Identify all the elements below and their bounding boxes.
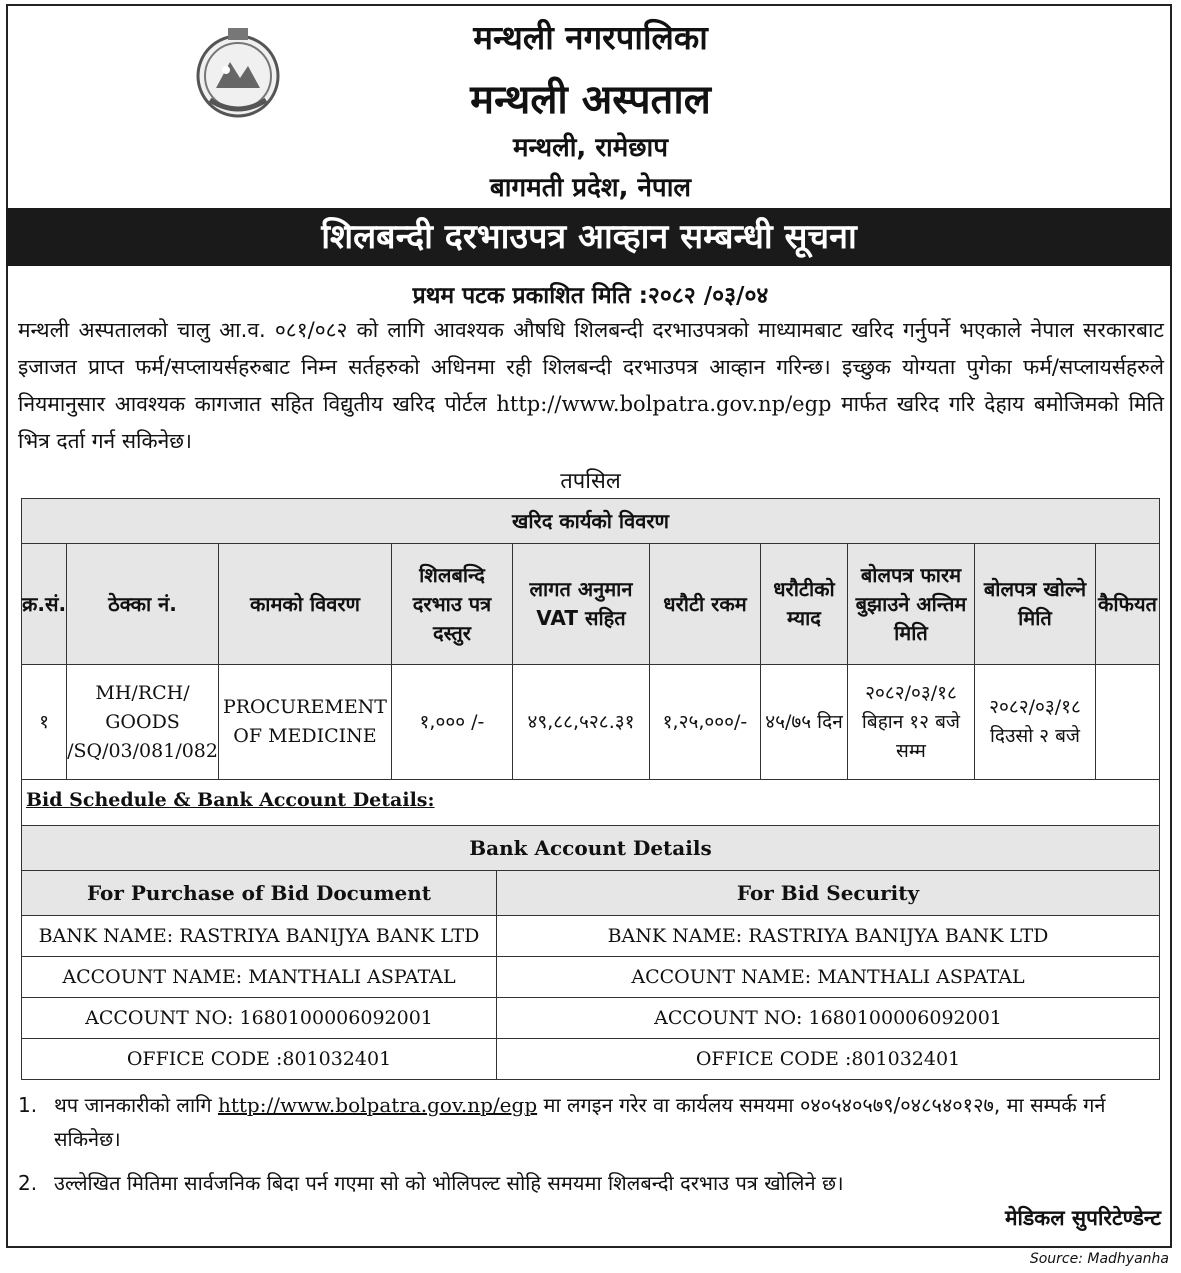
municipality-name: मन्थली नगरपालिका bbox=[473, 18, 708, 57]
header-fee: शिलबन्दि दरभाउ पत्र दस्तुर bbox=[391, 544, 512, 665]
table-row bbox=[22, 916, 1160, 957]
header-estimate: लागत अनुमान VAT सहित bbox=[512, 544, 649, 665]
cell-fee: १,००० /- bbox=[391, 665, 512, 780]
schedule-label: तपसिल bbox=[560, 469, 621, 494]
note-1-after: मा लगइन गरेर वा कार्यलय समयमा ०४०५४०५७९/०४८५४०१२७, मा सम्पर्क गर्न सकिनेछ। bbox=[54, 1093, 1106, 1151]
list-item bbox=[18, 1088, 1164, 1156]
hospital-name: मन्थली अस्पताल bbox=[470, 77, 711, 123]
intro-paragraph bbox=[18, 312, 1164, 460]
intro-text-1: मन्थली अस्पतालको चालु आ.व. ०८१/०८२ को लागि आवश्यक औषधि शिलबन्दी दरभाउपत्रको माध्यामबाट खरिद गर्नुपर्ने भएकाले नेपाल सरकारबाट इजाजत प्राप्त फर्म/सप्लायर्सहरुबाट निम्न सर्तहरुको अधिनमा रही शिलबन्दी दरभाउपत्र आव्हान गरिन्छ। इच्छुक योग्यता पुगेका फर्म/सप्लायर्सहरुले नियमानुसार आवश्यक कागजात सहित विद्युतीय खरिद पोर्टल bbox=[18, 318, 1164, 416]
procurement-table-title: खरिद कार्यको विवरण bbox=[22, 499, 1160, 544]
table-row bbox=[22, 998, 1160, 1039]
account-no-right: ACCOUNT NO: 1680100006092001 bbox=[497, 998, 1160, 1039]
header-sn: क्र.सं. bbox=[22, 544, 67, 665]
cell-deposit-validity: ४५/७५ दिन bbox=[760, 665, 847, 780]
office-code-left: OFFICE CODE :801032401 bbox=[22, 1039, 497, 1080]
note-number: 2. bbox=[18, 1171, 38, 1195]
header-remarks: कैफियत bbox=[1095, 544, 1159, 665]
notes-list bbox=[18, 1088, 1164, 1200]
intro-text-2: मार्फत खरिद गरि देहाय बमोजिमको मिति भित्र दर्ता गर्न सकिनेछ। bbox=[18, 392, 1164, 453]
note-text: उल्लेखित मितिमा सार्वजनिक बिदा पर्न गएमा सो को भोलिपल्ट सोहि समयमा शिलबन्दी दरभाउ पत्र खोलिने छ। bbox=[54, 1171, 844, 1195]
header-contract-no: ठेक्का नं. bbox=[67, 544, 219, 665]
source-credit: Source: Madhyanha bbox=[1029, 1251, 1169, 1267]
bank-table-title: Bank Account Details bbox=[22, 826, 1160, 871]
cell-contract-no: MH/RCH/ GOODS /SQ/03/081/082 bbox=[67, 665, 219, 780]
note-text bbox=[54, 1088, 1164, 1156]
table-row bbox=[22, 665, 1160, 780]
header-description: कामको विवरण bbox=[218, 544, 391, 665]
bank-table bbox=[21, 825, 1160, 1080]
address-line-1: मन्थली, रामेछाप bbox=[512, 133, 669, 163]
notice-title: शिलबन्दी दरभाउपत्र आव्हान सम्बन्धी सूचना bbox=[6, 208, 1172, 266]
note-number: 1. bbox=[18, 1093, 38, 1117]
header-deposit-validity: धरौटीको म्याद bbox=[760, 544, 847, 665]
address-line-2: बागमती प्रदेश, नेपाल bbox=[489, 173, 692, 203]
list-item bbox=[18, 1166, 1164, 1200]
cell-deposit: १,२५,०००/- bbox=[649, 665, 760, 780]
procurement-table bbox=[21, 498, 1160, 780]
cell-estimate: ४९,८८,५२८.३१ bbox=[512, 665, 649, 780]
header-opening-date: बोलपत्र खोल्ने मिति bbox=[974, 544, 1095, 665]
publication-date: प्रथम पटक प्रकाशित मिति :२०८२ /०३/०४ bbox=[412, 283, 769, 309]
signature: मेडिकल सुपरिटेण्डेन्ट bbox=[1004, 1206, 1161, 1230]
note-url-link[interactable]: http://www.bolpatra.gov.np/egp bbox=[217, 1093, 538, 1117]
account-no-left: ACCOUNT NO: 1680100006092001 bbox=[22, 998, 497, 1039]
bank-name-left: BANK NAME: RASTRIYA BANIJYA BANK LTD bbox=[22, 916, 497, 957]
table-row bbox=[22, 1039, 1160, 1080]
cell-opening-date: २०८२/०३/१८ दिउसो २ बजे bbox=[974, 665, 1095, 780]
account-name-left: ACCOUNT NAME: MANTHALI ASPATAL bbox=[22, 957, 497, 998]
header-submission-deadline: बोलपत्र फारम बुझाउने अन्तिम मिति bbox=[847, 544, 974, 665]
bid-schedule-label: Bid Schedule & Bank Account Details: bbox=[26, 789, 435, 811]
cell-remarks bbox=[1095, 665, 1159, 780]
table-row bbox=[22, 957, 1160, 998]
intro-url-link[interactable]: http://www.bolpatra.gov.np/egp bbox=[496, 392, 832, 416]
bid-schedule-row bbox=[21, 779, 1160, 825]
cell-description: PROCUREMENT OF MEDICINE bbox=[218, 665, 391, 780]
cell-sn: १ bbox=[22, 665, 67, 780]
bank-column-bid-document: For Purchase of Bid Document bbox=[22, 871, 497, 916]
account-name-right: ACCOUNT NAME: MANTHALI ASPATAL bbox=[497, 957, 1160, 998]
office-code-right: OFFICE CODE :801032401 bbox=[497, 1039, 1160, 1080]
note-1-before: थप जानकारीको लागि bbox=[54, 1093, 212, 1117]
cell-submission-deadline: २०८२/०३/१८ बिहान १२ बजे सम्म bbox=[847, 665, 974, 780]
header-deposit: धरौटी रकम bbox=[649, 544, 760, 665]
bank-column-bid-security: For Bid Security bbox=[497, 871, 1160, 916]
bank-name-right: BANK NAME: RASTRIYA BANIJYA BANK LTD bbox=[497, 916, 1160, 957]
